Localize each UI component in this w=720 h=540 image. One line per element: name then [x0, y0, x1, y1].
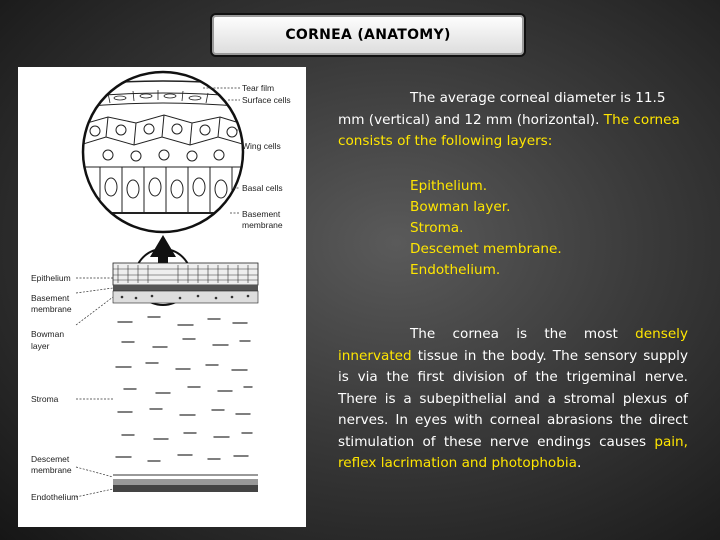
- label-surface-cells: Surface cells: [242, 95, 291, 105]
- layer-item: Epithelium.: [410, 178, 488, 194]
- innervation-paragraph: [338, 324, 688, 475]
- body-text-3: .: [577, 455, 582, 471]
- label-basement-membrane-top-1: Basement: [242, 209, 281, 219]
- descemet-endothelium-layer: [113, 475, 258, 492]
- label-basement-1: Basement: [31, 293, 70, 303]
- body-text-1: The cornea is the most: [410, 326, 636, 342]
- label-stroma: Stroma: [31, 394, 59, 404]
- cornea-diagram-svg: [18, 67, 306, 527]
- body-highlight-1: densely innervated: [338, 326, 688, 364]
- epithelium-layer: [113, 263, 258, 303]
- label-tear-film: Tear film: [242, 83, 275, 93]
- label-endothelium: Endothelium: [31, 492, 79, 502]
- intro-text-highlight: The cornea consists of the following layers:: [338, 111, 680, 149]
- label-basement-2: membrane: [31, 304, 72, 314]
- label-epithelium: Epithelium: [31, 273, 71, 283]
- layer-item: Bowman layer.: [410, 199, 511, 215]
- layer-item: Endothelium.: [410, 262, 501, 278]
- layers-list: [410, 176, 562, 281]
- label-wing-cells: Wing cells: [242, 141, 281, 151]
- body-highlight-2: pain, reflex lacrimation and photophobia: [338, 433, 688, 471]
- label-basement-membrane-top-2: membrane: [242, 220, 283, 230]
- layer-item: Stroma.: [410, 220, 464, 236]
- magnified-epithelium-circle: [80, 72, 246, 232]
- label-descemet-1: Descemet: [31, 454, 70, 464]
- label-basal-cells: Basal cells: [242, 183, 283, 193]
- title-box: [210, 13, 526, 57]
- intro-paragraph: [338, 88, 688, 153]
- slide-title: CORNEA (ANATOMY): [285, 27, 451, 43]
- body-text-2: tissue in the body. The sensory supply is via the first division of the trigeminal nerve. There is a subepithelial and a stromal plexus of nerves. In eyes with corneal abrasions the direct stimulation of these nerve endings causes: [338, 347, 688, 450]
- stroma-layer: [116, 317, 252, 461]
- label-descemet-2: membrane: [31, 465, 72, 475]
- cornea-diagram: [18, 67, 306, 527]
- layer-item: Descemet membrane.: [410, 241, 562, 257]
- label-bowman-1: Bowman: [31, 329, 65, 339]
- intro-text-white: The average corneal diameter is 11.5 mm (vertical) and 12 mm (horizontal).: [338, 90, 666, 128]
- label-bowman-2: layer: [31, 341, 50, 351]
